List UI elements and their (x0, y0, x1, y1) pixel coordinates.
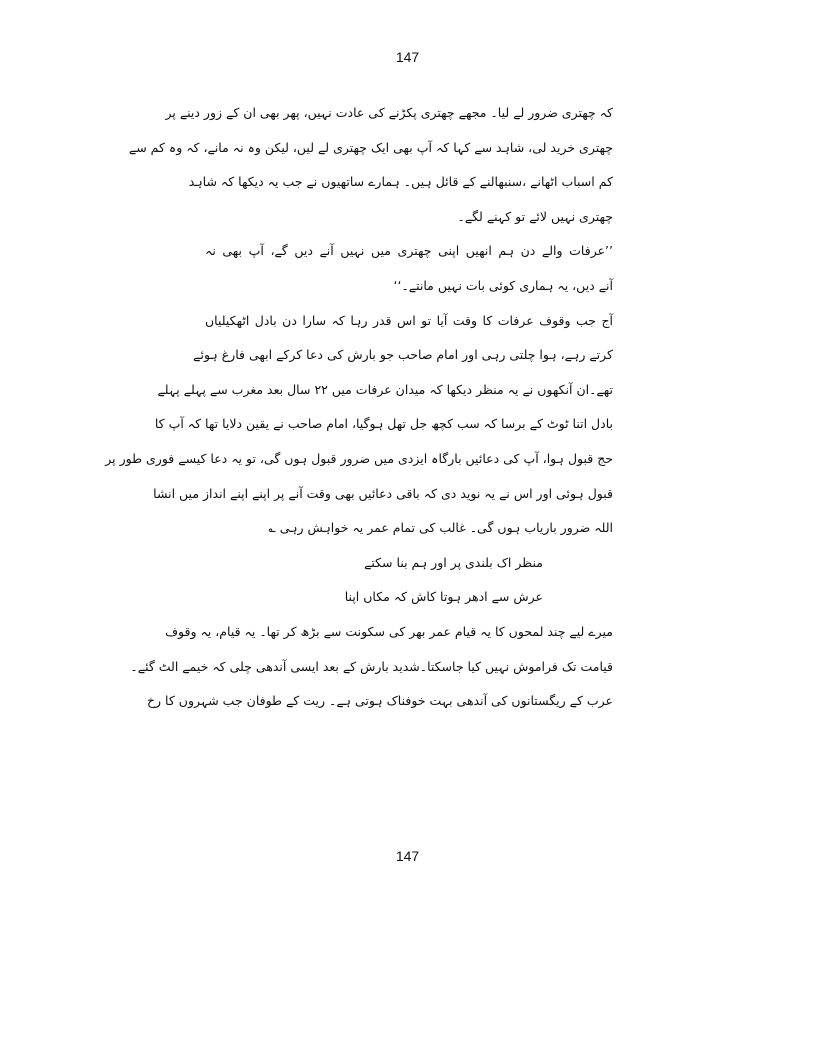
text-line: کم اسباب اٹھانے ،سنبھالنے کے قائل ہیں۔ ہمارے ساتھیوں نے جب یہ دیکھا کہ شاہد (188, 174, 613, 190)
page-body-text (105, 96, 613, 719)
text-line: چھتری خرید لی، شاہد سے کہا کہ آپ بھی ایک چھتری لے لیں، لیکن وہ نہ مانے، کہ وہ کم سے (128, 139, 613, 155)
text-line: تھے۔ان آنکھوں نے یہ منظر دیکھا کہ میدان عرفات میں ۲۲ سال بعد مغرب سے پہلے پہلے (157, 381, 613, 397)
text-line: قیامت تک فراموش نہیں کیا جاسکتا۔شدید بارش کے بعد ایسی آندھی چلی کہ خیمے الٹ گئے۔ (130, 658, 613, 674)
text-line: کہ چھتری ضرور لے لیا۔ مجھے چھتری پکڑنے کی عادت نہیں، پھر بھی ان کے زور دینے پر (165, 105, 613, 120)
text-line: چھتری نہیں لائے تو کہنے لگے۔ (457, 208, 613, 224)
verse-line: منظر اک بلندی پر اور ہم بنا سکتے (364, 554, 543, 570)
verse-line: عرش سے ادھر ہوتا کاش کہ مکاں اپنا (344, 589, 543, 605)
text-line: میرے لیے چند لمحوں کا یہ قیام عمر بھر کی سکونت سے بڑھ کر تھا۔ یہ قیام، یہ وقوف (165, 623, 613, 639)
text-line: عرب کے ریگستانوں کی آندھی بہت خوفناک ہوتی ہے۔ ریت کے طوفان جب شہروں کا رخ (146, 693, 613, 709)
text-line: اللہ ضرور باریاب ہوں گی۔ غالب کی تمام عمر یہ خواہش رہی ؎ (268, 520, 613, 536)
page-number-top: 147 (395, 49, 420, 65)
page-number-bottom: 147 (395, 848, 420, 864)
text-line: کرتے رہے، ہوا چلتی رہی اور امام صاحب جو بارش کی دعا کرکے ابھی فارغ ہوئے (193, 347, 613, 363)
text-line: حج قبول ہوا، آپ کی دعائیں بارگاہ ایزدی میں ضرور قبول ہوں گی، تو یہ دعا کیسے فوری طور پر (105, 450, 613, 466)
text-line: آج جب وقوف عرفات کا وقت آیا تو اس قدر رہا کہ سارا دن بادل اٹھکیلیاں (205, 312, 613, 328)
text-line: بادل اتنا ٹوٹ کے برسا کہ سب کچھ جل تھل ہوگیا، امام صاحب نے یقین دلایا تھا کہ آپ کا (154, 416, 613, 432)
text-line: ’’عرفات والے دن ہم انھیں اپنی چھتری میں نہیں آنے دیں گے، آپ بھی نہ (205, 243, 613, 259)
text-line: آنے دیں، یہ ہماری کوئی بات نہیں مانتے۔‘‘ (393, 277, 613, 293)
text-line: قبول ہوئی اور اس نے یہ نوید دی کہ باقی دعائیں بھی وقت آنے پر اپنے اپنے انداز میں انشا (153, 485, 613, 501)
